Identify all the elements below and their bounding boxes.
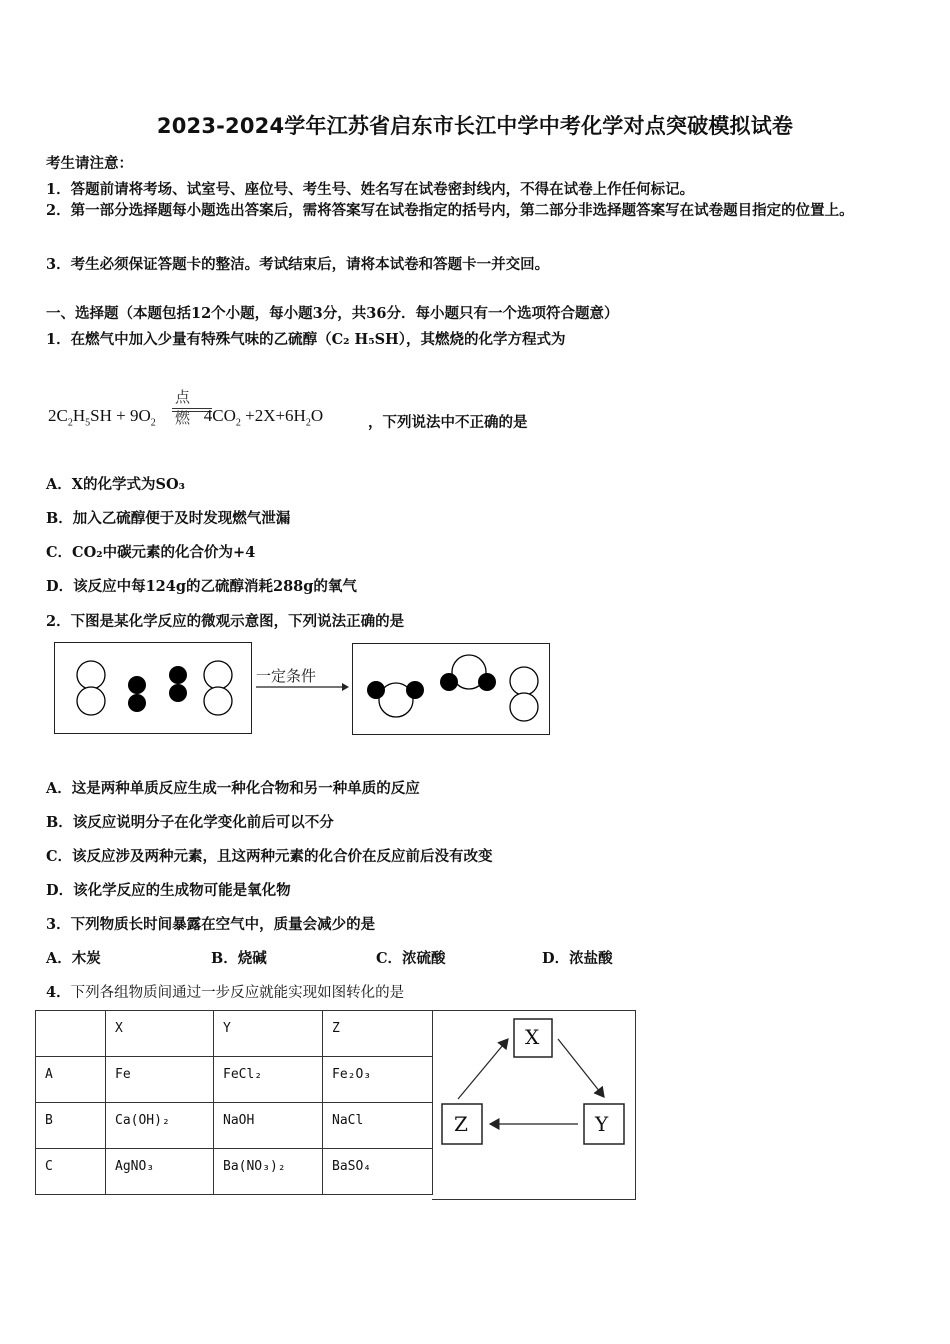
label-y: Y bbox=[595, 1112, 609, 1136]
table-cell: Y bbox=[214, 1011, 323, 1057]
q2-option-d: D．该化学反应的生成物可能是氧化物 bbox=[46, 882, 291, 899]
q1-stem: 1．在燃气中加入少量有特殊气味的乙硫醇（C₂ H₅SH），其燃烧的化学方程式为 bbox=[46, 331, 566, 348]
notice-item-2: 2．第一部分选择题每小题选出答案后，需将答案写在试卷指定的括号内，第二部分非选择题答案写在试卷题目指定的位置上。 bbox=[46, 202, 854, 219]
atom-white bbox=[77, 687, 105, 715]
table-row bbox=[36, 1149, 433, 1195]
atom-black bbox=[367, 681, 385, 699]
q4-table bbox=[35, 1010, 433, 1195]
atom-white bbox=[510, 667, 538, 695]
table-cell: NaOH bbox=[214, 1103, 323, 1149]
atom-black bbox=[128, 676, 146, 694]
table-cell: Z bbox=[323, 1011, 433, 1057]
table-cell: X bbox=[106, 1011, 214, 1057]
table-cell: Ca(OH)₂ bbox=[106, 1103, 214, 1149]
arrow-x-to-y bbox=[558, 1039, 604, 1097]
q1-option-a: A．X的化学式为SO₃ bbox=[46, 476, 185, 493]
atom-white bbox=[510, 693, 538, 721]
notice-item-3: 3．考生必须保证答题卡的整洁。考试结束后，请将本试卷和答题卡一并交回。 bbox=[46, 256, 550, 273]
table-cell: A bbox=[36, 1057, 106, 1103]
table-cell: Ba(NO₃)₂ bbox=[214, 1149, 323, 1195]
table-cell: AgNO₃ bbox=[106, 1149, 214, 1195]
q3-stem: 3．下列物质长时间暴露在空气中，质量会减少的是 bbox=[46, 916, 376, 933]
reaction-arrow bbox=[254, 680, 350, 694]
atom-black bbox=[478, 673, 496, 691]
table-cell: Fe₂O₃ bbox=[323, 1057, 433, 1103]
section-heading: 一、选择题（本题包括12个小题，每小题3分，共36分．每小题只有一个选项符合题意） bbox=[46, 305, 619, 322]
label-z: Z bbox=[454, 1112, 468, 1136]
reactants-molecules bbox=[55, 643, 251, 733]
q2-option-b: B．该反应说明分子在化学变化前后可以不分 bbox=[46, 814, 334, 831]
atom-white bbox=[204, 687, 232, 715]
q2-stem: 2．下图是某化学反应的微观示意图，下列说法正确的是 bbox=[46, 613, 405, 630]
notice-heading: 考生请注意： bbox=[46, 155, 133, 172]
atom-white bbox=[77, 661, 105, 689]
table-cell: NaCl bbox=[323, 1103, 433, 1149]
q4-stem: 4．下列各组物质间通过一步反应就能实现如图转化的是 bbox=[46, 984, 405, 1001]
arrow-label: 一定条件 bbox=[256, 667, 317, 685]
reactants-panel bbox=[54, 642, 252, 734]
page-title: 2023-2024学年江苏省启东市长江中学中考化学对点突破模拟试卷 bbox=[156, 114, 794, 138]
table-header-row bbox=[36, 1011, 433, 1057]
q3-option-a: A．木炭 bbox=[46, 950, 101, 967]
notice-item-1: 1．答题前请将考场、试室号、座位号、考生号、姓名写在试卷密封线内，不得在试卷上作任何标记。 bbox=[46, 181, 695, 198]
table-cell: Fe bbox=[106, 1057, 214, 1103]
q3-option-b: B．烧碱 bbox=[211, 950, 267, 967]
table-row bbox=[36, 1057, 433, 1103]
table-cell: BaSO₄ bbox=[323, 1149, 433, 1195]
products-molecules bbox=[353, 644, 549, 734]
label-x: X bbox=[525, 1025, 540, 1049]
atom-black bbox=[169, 684, 187, 702]
table-cell: C bbox=[36, 1149, 106, 1195]
table-cell: FeCl₂ bbox=[214, 1057, 323, 1103]
q2-option-a: A．这是两种单质反应生成一种化合物和另一种单质的反应 bbox=[46, 780, 420, 797]
q1-stem-tail: ，下列说法中不正确的是 bbox=[368, 414, 528, 431]
atom-black bbox=[169, 666, 187, 684]
atom-black bbox=[406, 681, 424, 699]
conversion-diagram bbox=[432, 1010, 636, 1200]
q1-option-d: D．该反应中每124g的乙硫醇消耗288g的氧气 bbox=[46, 578, 357, 595]
q2-option-c: C．该反应涉及两种元素，且这两种元素的化合价在反应前后没有改变 bbox=[46, 848, 493, 865]
arrow-z-to-x bbox=[458, 1039, 508, 1099]
equation-text: $2C_2H_5SH + 9O_2$ $4CO_2 +2X+6H_2O$ bbox=[48, 406, 324, 429]
table-cell: B bbox=[36, 1103, 106, 1149]
q3-option-d: D．浓盐酸 bbox=[542, 950, 613, 967]
atom-black bbox=[440, 673, 458, 691]
q1-option-b: B．加入乙硫醇便于及时发现燃气泄漏 bbox=[46, 510, 291, 527]
reaction-condition: 点燃 bbox=[175, 388, 191, 427]
table-cell bbox=[36, 1011, 106, 1057]
atom-black bbox=[128, 694, 146, 712]
q1-option-c: C．CO₂中碳元素的化合价为+4 bbox=[46, 544, 256, 561]
q3-option-c: C．浓硫酸 bbox=[376, 950, 446, 967]
atom-white bbox=[204, 661, 232, 689]
table-row bbox=[36, 1103, 433, 1149]
products-panel bbox=[352, 643, 550, 735]
